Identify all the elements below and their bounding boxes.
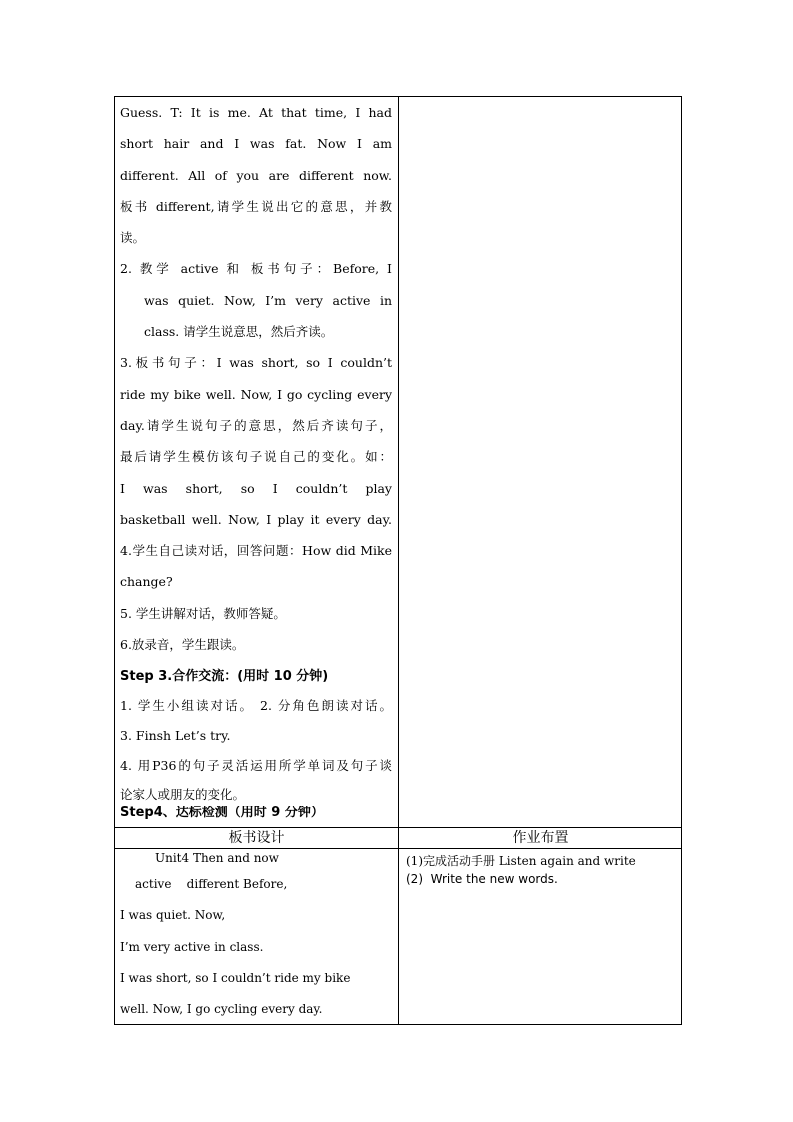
step-line: Guess. T: It is me. At that time, I had bbox=[120, 105, 392, 120]
lesson-table bbox=[114, 96, 682, 1025]
step-line: 6.放录音，学生跟读。 bbox=[120, 637, 245, 653]
step-line: was quiet. Now, I’m very active in bbox=[144, 292, 392, 308]
board-line: I was short, so I couldn’t ride my bike bbox=[120, 971, 351, 985]
board-line: I’m very active in class. bbox=[120, 940, 264, 954]
step-4-heading: Step4、达标检测（用时 9 分钟） bbox=[120, 806, 324, 821]
board-design-header: 板书设计 bbox=[228, 830, 285, 846]
step-line: 读。 bbox=[120, 230, 146, 246]
step-line: 板书 different,请学生说出它的意思，并教 bbox=[120, 198, 392, 214]
step-line: 3.板书句子：I was short, so I couldn’t bbox=[120, 355, 392, 371]
board-line: active different Before, bbox=[135, 877, 288, 891]
board-line: Unit4 Then and now bbox=[155, 851, 279, 865]
board-line: well. Now, I go cycling every day. bbox=[120, 1002, 323, 1016]
step-line: 1. 学生小组读对话。 2. 分角色朗读对话。 bbox=[120, 698, 392, 714]
homework-header: 作业布置 bbox=[512, 830, 569, 846]
step-line: short hair and I was fat. Now I am bbox=[120, 136, 392, 152]
step-line: 5. 学生讲解对话，教师答疑。 bbox=[120, 605, 286, 621]
step-line: 最后请学生模仿该句子说自己的变化。如： bbox=[120, 449, 392, 465]
step-3-heading: Step 3.合作交流：(用时 10 分钟) bbox=[120, 669, 329, 685]
step-line: change? bbox=[120, 574, 173, 590]
board-line: I was quiet. Now, bbox=[120, 908, 226, 922]
column-divider bbox=[398, 97, 399, 1024]
step-line: day.请学生说句子的意思，然后齐读句子， bbox=[120, 417, 392, 433]
step-line: basketball well. Now, I play it every day. bbox=[120, 511, 392, 527]
step-line: 4.学生自己读对话，回答问题：How did Mike bbox=[120, 543, 392, 559]
homework-line: (2) Write the new words. bbox=[406, 872, 558, 886]
step-line: 3. Finsh Let’s try. bbox=[120, 728, 231, 744]
step-line: 4. 用P36的句子灵活运用所学单词及句子谈 bbox=[120, 758, 392, 774]
step-line: different. All of you are different now. bbox=[120, 167, 392, 183]
step-line: 论家人或朋友的变化。 bbox=[120, 787, 246, 803]
step-line: class. 请学生说意思，然后齐读。 bbox=[144, 324, 334, 340]
step-line: 2. 教学 active 和 板书句子：Before, I bbox=[120, 261, 392, 277]
step-line: ride my bike well. Now, I go cycling every bbox=[120, 386, 392, 402]
homework-line: (1)完成活动手册 Listen again and write bbox=[406, 854, 636, 868]
step-line: I was short, so I couldn’t play bbox=[120, 480, 392, 496]
teaching-steps bbox=[120, 97, 392, 820]
